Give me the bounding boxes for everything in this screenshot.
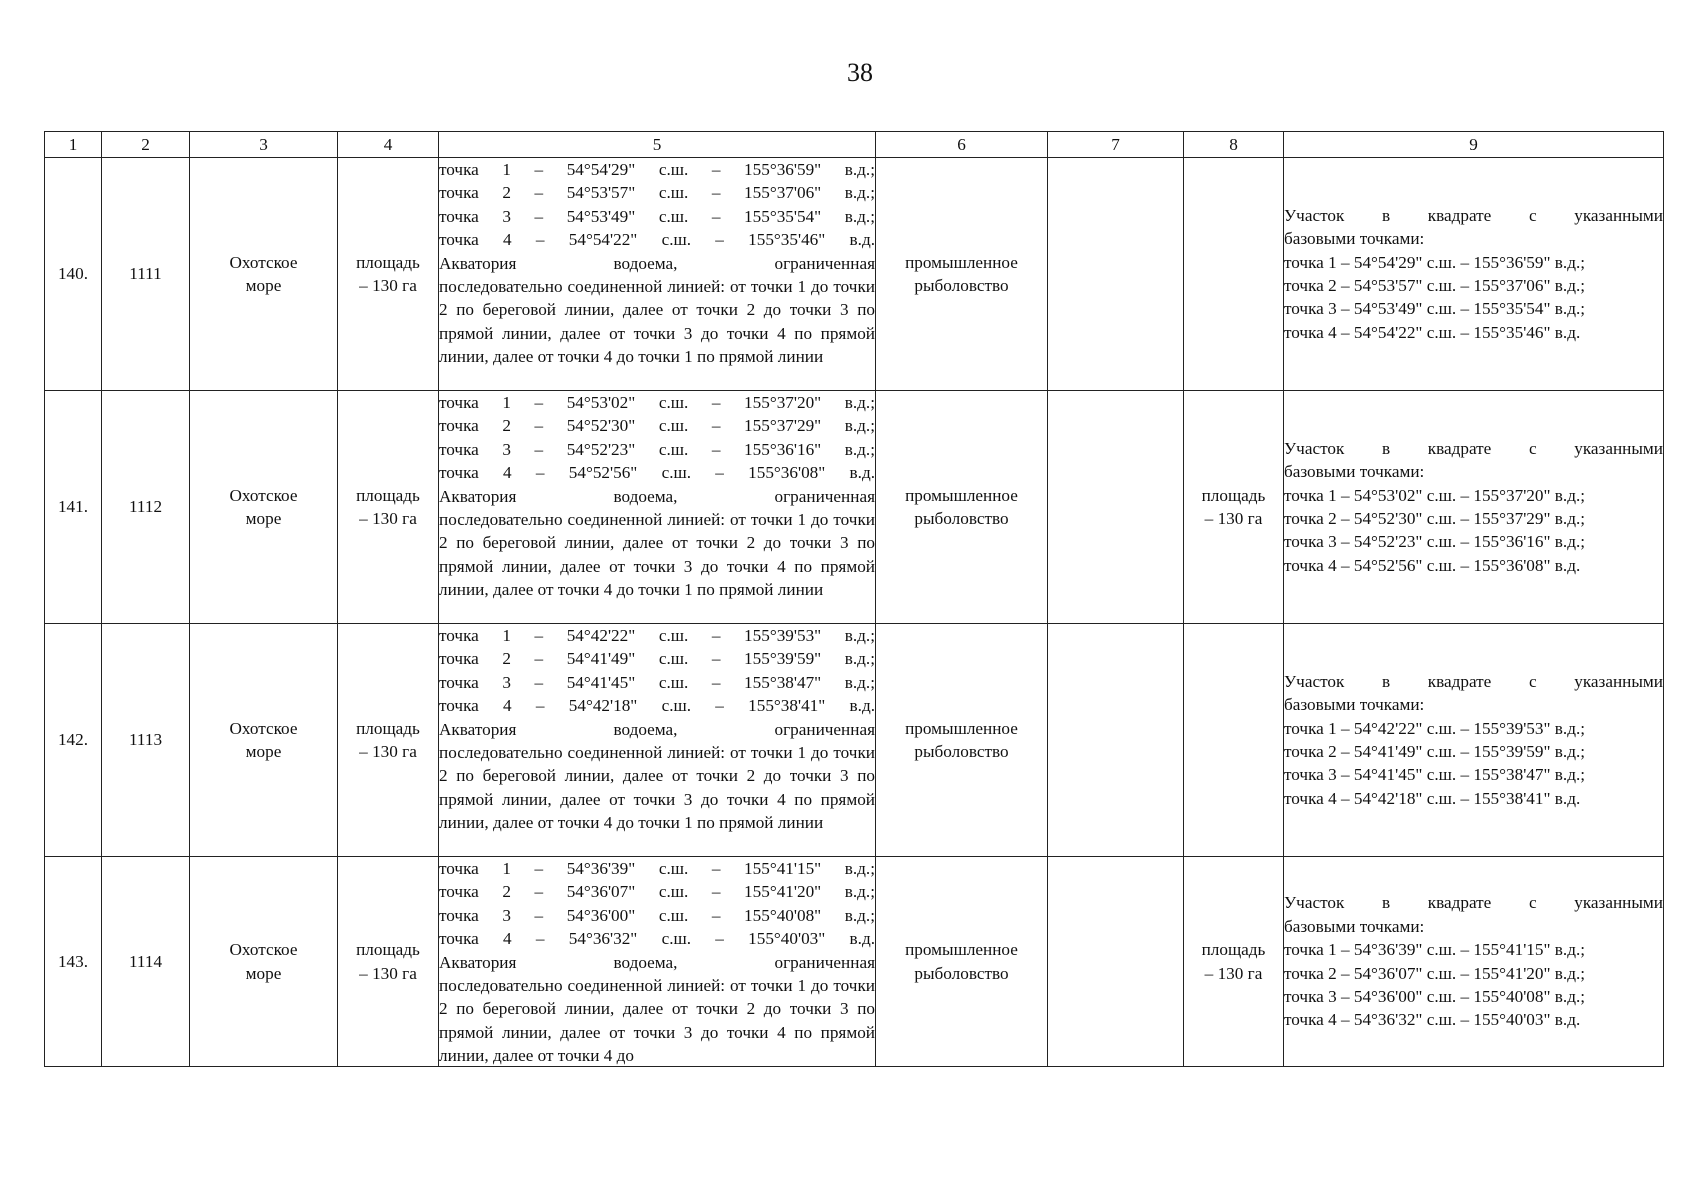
- boundary-text-first-line: Акватория водоема, ограниченная: [439, 253, 875, 273]
- purpose-line: рыболовство: [914, 276, 1009, 295]
- purpose-line: промышленное: [905, 940, 1018, 960]
- boundary-text: [439, 951, 875, 1066]
- note-point: точка 4 – 54°52'56" с.ш. – 155°36'08" в.д.: [1284, 555, 1581, 575]
- area-line: – 130 га: [359, 742, 417, 761]
- water-body-cell: [190, 158, 338, 391]
- area-cell: [338, 857, 439, 1067]
- water-body-line: Охотское: [229, 485, 298, 505]
- area-line: площадь: [356, 718, 420, 738]
- note-point: точка 4 – 54°42'18" с.ш. – 155°38'41" в.д.: [1284, 788, 1581, 808]
- column-8-line: площадь: [1201, 485, 1266, 505]
- water-body-line: море: [245, 963, 282, 983]
- boundary-point: точка 2 – 54°53'57" с.ш. – 155°37'06" в.д.;: [439, 183, 875, 203]
- site-code: 1111: [102, 158, 190, 391]
- row-number: 142.: [45, 624, 102, 857]
- boundary-text: [439, 252, 875, 369]
- purpose-cell: [876, 857, 1048, 1067]
- boundary-point: точка 3 – 54°41'45" с.ш. – 155°38'47" в.д.;: [439, 672, 875, 692]
- purpose-line: рыболовство: [914, 742, 1009, 761]
- note-point: точка 3 – 54°41'45" с.ш. – 155°38'47" в.д.;: [1284, 765, 1586, 785]
- purpose-line: промышленное: [905, 718, 1018, 738]
- boundary-point: точка 3 – 54°52'23" с.ш. – 155°36'16" в.д.;: [439, 439, 875, 459]
- water-body-cell: [190, 857, 338, 1067]
- area-line: – 130 га: [359, 963, 417, 983]
- column-7-cell: [1048, 158, 1184, 391]
- site-code: 1113: [102, 624, 190, 857]
- table-row: [45, 391, 1664, 624]
- purpose-line: рыболовство: [914, 963, 1009, 983]
- boundary-point: точка 2 – 54°36'07" с.ш. – 155°41'20" в.д.;: [439, 882, 875, 902]
- note-point: точка 2 – 54°52'30" с.ш. – 155°37'29" в.д.;: [1284, 509, 1586, 528]
- boundary-text-first-line: Акватория водоема, ограниченная: [439, 952, 875, 972]
- boundary-point: точка 4 – 54°54'22" с.ш. – 155°35'46" в.д.: [439, 230, 875, 250]
- note-point: точка 4 – 54°54'22" с.ш. – 155°35'46" в.д.: [1284, 322, 1581, 342]
- note-heading-line: базовыми точками:: [1284, 695, 1425, 715]
- note-cell: [1284, 158, 1664, 391]
- note-heading-line: базовыми точками:: [1284, 229, 1425, 249]
- water-body-line: море: [245, 276, 282, 295]
- page-number: 38: [847, 58, 873, 87]
- note-point: точка 1 – 54°53'02" с.ш. – 155°37'20" в.д.;: [1284, 485, 1586, 505]
- area-line: – 130 га: [359, 276, 417, 295]
- area-line: – 130 га: [359, 509, 417, 528]
- note-point: точка 2 – 54°53'57" с.ш. – 155°37'06" в.д.;: [1284, 276, 1586, 295]
- column-8-cell: [1184, 391, 1284, 624]
- column-7-cell: [1048, 857, 1184, 1067]
- boundary-point: точка 3 – 54°36'00" с.ш. – 155°40'08" в.д.;: [439, 905, 875, 925]
- purpose-line: промышленное: [905, 485, 1018, 505]
- boundary-text-rest: последовательно соединенной линией: от точки 1 до точки 2 по береговой линии, далее от точки 2 до точки 3 по прямой линии, далее от точки 3 до точки 4 по прямой линии, далее от точки 4 до точки 1 по прямой линии: [439, 277, 875, 367]
- water-body-line: Охотское: [229, 252, 298, 272]
- area-cell: [338, 391, 439, 624]
- note-heading-line: базовыми точками:: [1284, 916, 1425, 936]
- header-cell: 4: [338, 132, 439, 158]
- column-8-line: площадь: [1201, 940, 1266, 960]
- site-code: 1114: [102, 857, 190, 1067]
- column-7-cell: [1048, 624, 1184, 857]
- boundary-text: [439, 718, 875, 835]
- column-8-cell: [1184, 158, 1284, 391]
- purpose-line: промышленное: [905, 252, 1018, 272]
- boundary-point: точка 1 – 54°36'39" с.ш. – 155°41'15" в.д.;: [439, 859, 875, 878]
- water-body-line: море: [245, 509, 282, 528]
- note-point: точка 2 – 54°41'49" с.ш. – 155°39'59" в.д.;: [1284, 742, 1586, 761]
- note-heading: Участок в квадрате с указанными: [1284, 438, 1663, 458]
- header-cell: 3: [190, 132, 338, 158]
- boundary-point: точка 2 – 54°41'49" с.ш. – 155°39'59" в.д.;: [439, 649, 875, 669]
- boundary-description-cell: [439, 624, 876, 857]
- boundary-description-cell: [439, 391, 876, 624]
- boundary-point: точка 4 – 54°52'56" с.ш. – 155°36'08" в.д.: [439, 463, 875, 483]
- water-body-cell: [190, 624, 338, 857]
- note-cell: [1284, 391, 1664, 624]
- water-body-cell: [190, 391, 338, 624]
- purpose-cell: [876, 158, 1048, 391]
- boundary-point: точка 3 – 54°53'49" с.ш. – 155°35'54" в.д.;: [439, 206, 875, 226]
- header-cell: 7: [1048, 132, 1184, 158]
- note-point: точка 4 – 54°36'32" с.ш. – 155°40'03" в.д.: [1284, 1010, 1581, 1030]
- purpose-cell: [876, 624, 1048, 857]
- area-cell: [338, 158, 439, 391]
- boundary-text-rest: последовательно соединенной линией: от точки 1 до точки 2 по береговой линии, далее от точки 2 до точки 3 по прямой линии, далее от точки 3 до точки 4 по прямой линии, далее от точки 4 до точки 1 по прямой линии: [439, 510, 875, 600]
- note-heading: Участок в квадрате с указанными: [1284, 671, 1663, 691]
- boundary-description-cell: [439, 857, 876, 1067]
- row-number: 141.: [45, 391, 102, 624]
- table-row: [45, 158, 1664, 391]
- row-number: 140.: [45, 158, 102, 391]
- purpose-cell: [876, 391, 1048, 624]
- water-body-line: Охотское: [229, 718, 298, 738]
- boundary-point: точка 1 – 54°54'29" с.ш. – 155°36'59" в.д.;: [439, 160, 875, 179]
- boundary-text-first-line: Акватория водоема, ограниченная: [439, 486, 875, 506]
- water-body-line: море: [245, 742, 282, 761]
- header-cell: 8: [1184, 132, 1284, 158]
- boundary-point: точка 2 – 54°52'30" с.ш. – 155°37'29" в.д.;: [439, 416, 875, 436]
- registry-table: [44, 131, 1664, 1067]
- water-body-line: Охотское: [229, 940, 298, 960]
- note-cell: [1284, 857, 1664, 1067]
- column-8-cell: [1184, 624, 1284, 857]
- note-point: точка 3 – 54°52'23" с.ш. – 155°36'16" в.д.;: [1284, 532, 1586, 552]
- boundary-point: точка 1 – 54°42'22" с.ш. – 155°39'53" в.д.;: [439, 626, 875, 645]
- header-cell: 1: [45, 132, 102, 158]
- table-body: [45, 158, 1664, 1067]
- header-cell: 2: [102, 132, 190, 158]
- header-row: [45, 132, 1664, 158]
- note-heading: Участок в квадрате с указанными: [1284, 893, 1663, 913]
- note-heading: Участок в квадрате с указанными: [1284, 205, 1663, 225]
- note-point: точка 1 – 54°36'39" с.ш. – 155°41'15" в.д.;: [1284, 940, 1586, 960]
- note-heading-line: базовыми точками:: [1284, 462, 1425, 482]
- note-point: точка 1 – 54°42'22" с.ш. – 155°39'53" в.д.;: [1284, 718, 1586, 738]
- header-cell: 5: [439, 132, 876, 158]
- boundary-point: точка 4 – 54°42'18" с.ш. – 155°38'41" в.д.: [439, 696, 875, 716]
- boundary-text-rest: последовательно соединенной линией: от точки 1 до точки 2 по береговой линии, далее от точки 2 до точки 3 по прямой линии, далее от точки 3 до точки 4 по прямой линии, далее от точки 4 до: [439, 976, 875, 1066]
- area-cell: [338, 624, 439, 857]
- header-cell: 9: [1284, 132, 1664, 158]
- boundary-description-cell: [439, 158, 876, 391]
- note-cell: [1284, 624, 1664, 857]
- column-8-line: – 130 га: [1204, 963, 1263, 983]
- column-8-cell: [1184, 857, 1284, 1067]
- purpose-line: рыболовство: [914, 509, 1009, 528]
- note-point: точка 3 – 54°53'49" с.ш. – 155°35'54" в.д.;: [1284, 299, 1586, 319]
- note-point: точка 1 – 54°54'29" с.ш. – 155°36'59" в.д.;: [1284, 252, 1586, 272]
- note-point: точка 2 – 54°36'07" с.ш. – 155°41'20" в.д.;: [1284, 963, 1586, 983]
- area-line: площадь: [356, 485, 420, 505]
- boundary-text-first-line: Акватория водоема, ограниченная: [439, 719, 875, 739]
- area-line: площадь: [356, 940, 420, 960]
- site-code: 1112: [102, 391, 190, 624]
- column-8-line: – 130 га: [1204, 509, 1263, 528]
- boundary-point: точка 4 – 54°36'32" с.ш. – 155°40'03" в.д.: [439, 929, 875, 949]
- table-row: [45, 857, 1664, 1067]
- table-row: [45, 624, 1664, 857]
- column-7-cell: [1048, 391, 1184, 624]
- boundary-point: точка 1 – 54°53'02" с.ш. – 155°37'20" в.д.;: [439, 393, 875, 412]
- area-line: площадь: [356, 252, 420, 272]
- boundary-text: [439, 485, 875, 602]
- boundary-text-rest: последовательно соединенной линией: от точки 1 до точки 2 по береговой линии, далее от точки 2 до точки 3 по прямой линии, далее от точки 3 до точки 4 по прямой линии, далее от точки 4 до точки 1 по прямой линии: [439, 743, 875, 833]
- header-cell: 6: [876, 132, 1048, 158]
- row-number: 143.: [45, 857, 102, 1067]
- note-point: точка 3 – 54°36'00" с.ш. – 155°40'08" в.д.;: [1284, 986, 1586, 1006]
